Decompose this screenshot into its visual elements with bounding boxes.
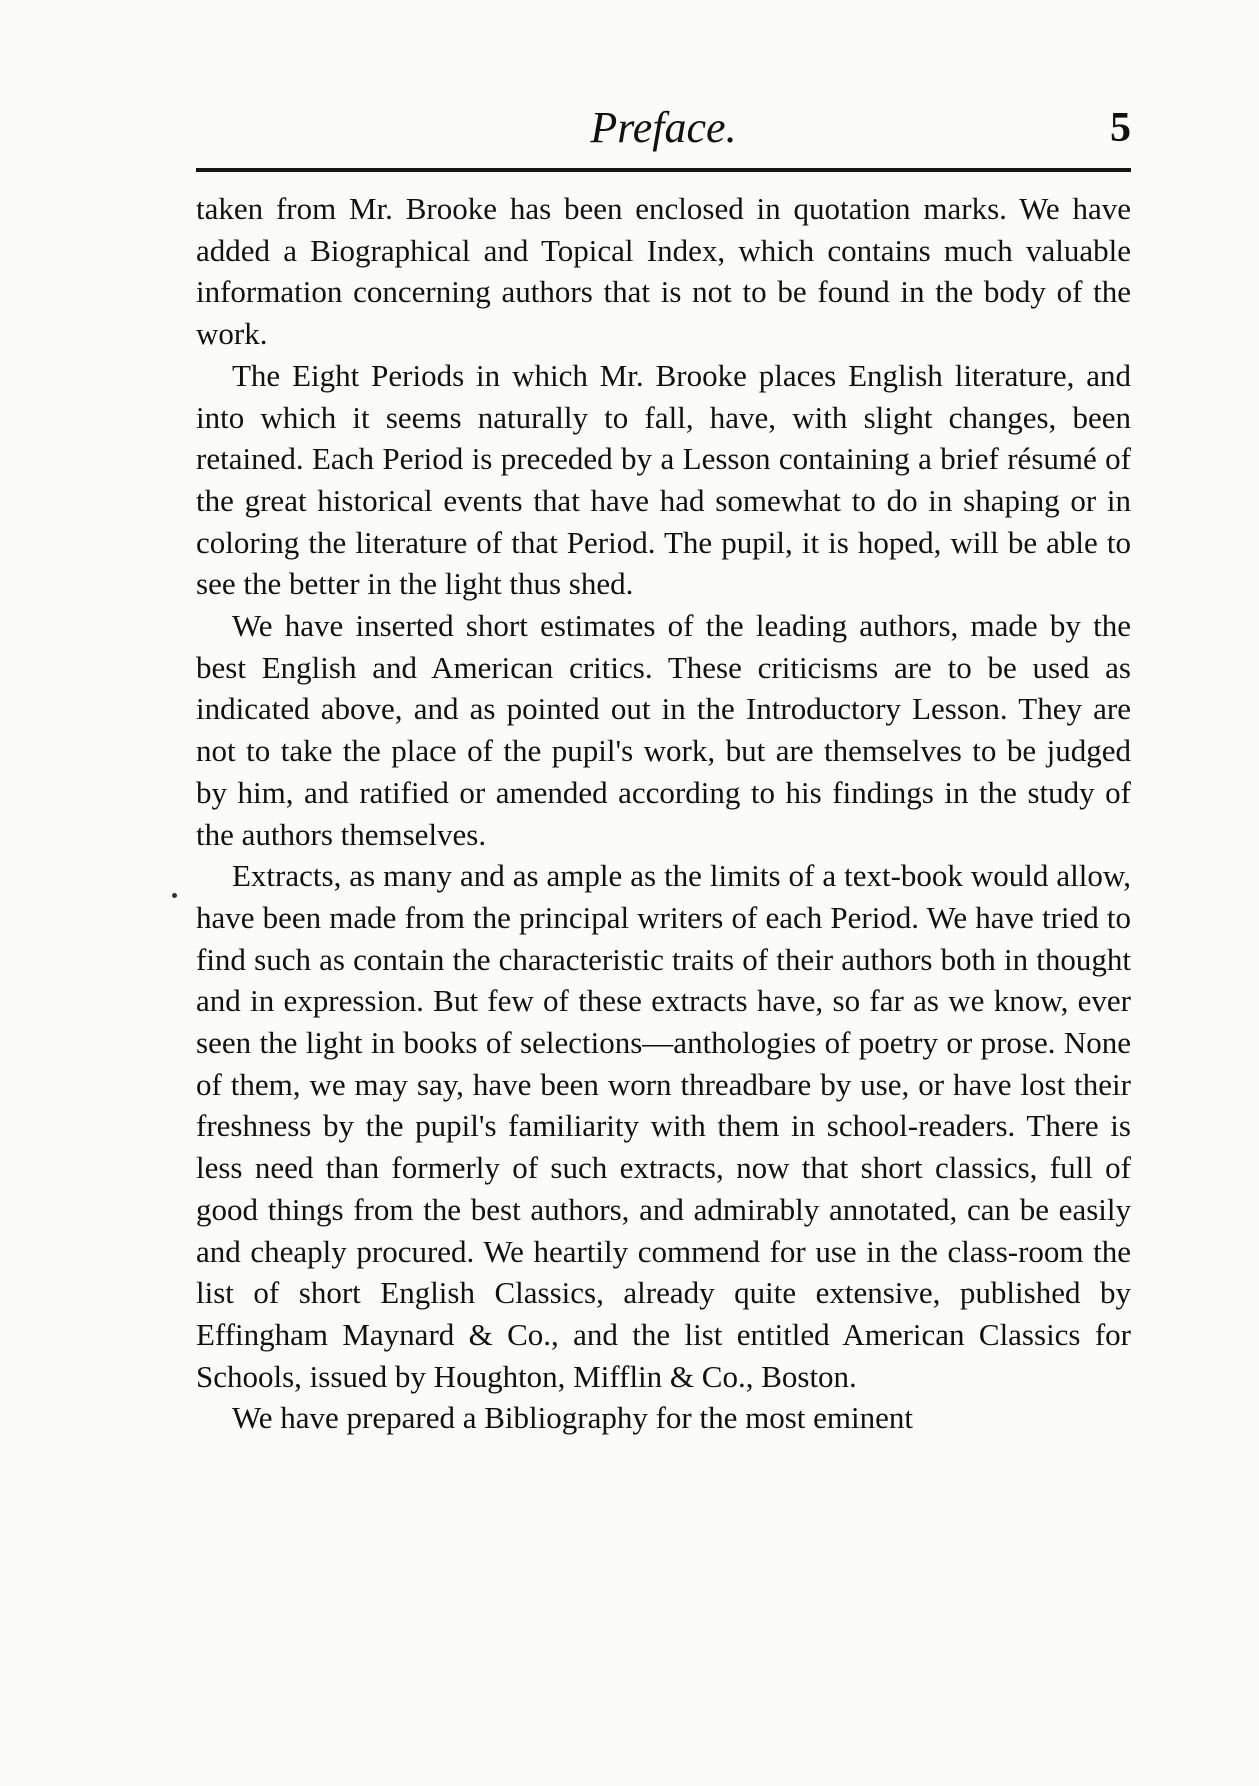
paragraph-3: We have inserted short estimates of the leading authors, made by the best English and American critics. These criticisms are to be used as indicated above, and as pointed out in the Introductory Lesson. They are not to take the place of the pupil's work, but are themselves to be judged by him, and ratified or amended according to his findings in the study of the authors themselves. xyxy=(196,608,1131,852)
running-head xyxy=(196,102,1131,154)
header-rule xyxy=(196,168,1131,172)
body-text xyxy=(196,188,1131,1439)
page-title: Preface. xyxy=(590,103,737,152)
paragraph-5: We have prepared a Bibliography for the most eminent xyxy=(232,1400,914,1436)
paragraph-1: taken from Mr. Brooke has been enclosed in quotation marks. We have added a Biographical and Topical Index, which contains much valuable information concerning authors that is not to be found in the body of the work. xyxy=(196,191,1131,352)
paragraph-2: The Eight Periods in which Mr. Brooke places English literature, and into which it seems naturally to fall, have, with slight changes, been retained. Each Period is preceded by a Lesson containing a brief résumé of the great historical events that have had somewhat to do in shaping or in coloring the literature of that Period. The pupil, it is hoped, will be able to see the better in the light thus shed. xyxy=(196,357,1131,602)
margin-dot-mark xyxy=(172,893,177,898)
page-number: 5 xyxy=(1110,105,1131,151)
paragraph-4: Extracts, as many and as ample as the limits of a text-book would allow, have been made from the principal writers of each Period. We have tried to find such as contain the characteristic traits of their authors both in thought and in expression. But few of these extracts have, so far as we know, ever seen the light in books of selections—anthologies of poetry or prose. None of them, we may say, have been worn threadbare by use, or have lost their freshness by the pupil's familiarity with them in school-readers. There is less need than formerly of such extracts, now that short classics, full of good things from the best authors, and admirably annotated, can be easily and cheaply procured. We heartily commend for use in the class-room the list of short English Classics, already quite extensive, published by Effingham Maynard & Co., and the list entitled American Classics for Schools, issued by Houghton, Mifflin & Co., Boston. xyxy=(196,858,1131,1394)
